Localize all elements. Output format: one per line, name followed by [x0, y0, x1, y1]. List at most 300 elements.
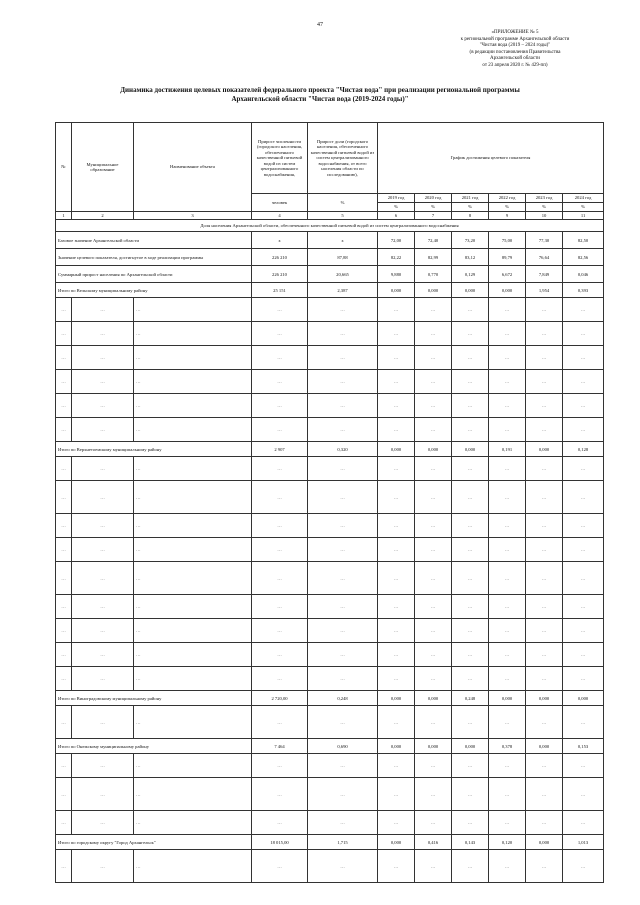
illegible-cell: … — [526, 538, 563, 562]
object-row-illegible — [56, 562, 604, 595]
summary-population: 226 210 — [252, 266, 308, 283]
district-label: Итого по городскому округу "Город Архангельск" — [56, 835, 252, 850]
district-subtotal-row — [56, 739, 604, 754]
illegible-cell: … — [415, 754, 452, 778]
illegible-cell: … — [134, 811, 252, 835]
illegible-cell: … — [134, 346, 252, 370]
illegible-cell: … — [252, 619, 308, 643]
illegible-cell: … — [134, 538, 252, 562]
illegible-cell: … — [72, 394, 134, 418]
illegible-cell: … — [415, 481, 452, 514]
illegible-cell: … — [526, 322, 563, 346]
illegible-cell: … — [378, 811, 415, 835]
summary-value: 9,880 — [378, 266, 415, 283]
illegible-cell: … — [308, 418, 378, 442]
illegible-cell: … — [308, 667, 378, 691]
object-row-illegible — [56, 457, 604, 481]
illegible-cell: … — [489, 667, 526, 691]
illegible-cell: … — [134, 457, 252, 481]
header-municipality: Муниципальное образование — [72, 123, 134, 212]
year-2019: 2019 год — [378, 194, 415, 203]
table-header-row — [56, 123, 604, 194]
illegible-cell: … — [378, 778, 415, 811]
unit-2021: % — [452, 203, 489, 212]
illegible-cell: … — [415, 322, 452, 346]
illegible-cell: … — [308, 778, 378, 811]
illegible-cell: … — [378, 298, 415, 322]
illegible-cell: … — [308, 481, 378, 514]
illegible-cell: … — [378, 457, 415, 481]
illegible-cell: … — [452, 562, 489, 595]
unit-population: человек — [252, 194, 308, 212]
illegible-cell: … — [56, 850, 72, 883]
illegible-cell: … — [489, 481, 526, 514]
illegible-cell: … — [378, 418, 415, 442]
illegible-cell: … — [563, 595, 604, 619]
illegible-cell: … — [308, 514, 378, 538]
illegible-cell: … — [489, 811, 526, 835]
illegible-cell: … — [56, 457, 72, 481]
illegible-cell: … — [56, 298, 72, 322]
illegible-cell: … — [308, 370, 378, 394]
illegible-cell: … — [252, 706, 308, 739]
appendix-line: "Чистая вода (2019 – 2024 годы)" — [479, 43, 551, 49]
illegible-cell: … — [252, 562, 308, 595]
object-row-illegible — [56, 811, 604, 835]
district-value: 0,000 — [526, 835, 563, 850]
illegible-cell: … — [526, 370, 563, 394]
summary-label: Базовое значение Архангельской области — [56, 232, 252, 249]
illegible-cell: … — [134, 643, 252, 667]
illegible-cell: … — [489, 370, 526, 394]
illegible-cell: … — [489, 562, 526, 595]
illegible-cell: … — [563, 457, 604, 481]
column-number: 10 — [526, 212, 563, 220]
illegible-cell: … — [489, 418, 526, 442]
illegible-cell: … — [489, 619, 526, 643]
illegible-cell: … — [134, 754, 252, 778]
illegible-cell: … — [452, 619, 489, 643]
illegible-cell: … — [252, 346, 308, 370]
header-object: Наименование объекта — [134, 123, 252, 212]
illegible-cell: … — [452, 298, 489, 322]
illegible-cell: … — [134, 562, 252, 595]
illegible-cell: … — [56, 754, 72, 778]
appendix-header — [430, 30, 600, 70]
district-value: 0,000 — [452, 283, 489, 298]
district-subtotal-row — [56, 691, 604, 706]
district-value: 0,000 — [378, 283, 415, 298]
illegible-cell: … — [378, 850, 415, 883]
district-value: 0,143 — [452, 835, 489, 850]
illegible-cell: … — [134, 514, 252, 538]
illegible-cell: … — [452, 322, 489, 346]
illegible-cell: … — [415, 562, 452, 595]
illegible-cell: … — [452, 667, 489, 691]
district-value: 0,000 — [526, 442, 563, 457]
district-value: 1,954 — [526, 283, 563, 298]
illegible-cell: … — [452, 850, 489, 883]
illegible-cell: … — [452, 514, 489, 538]
object-row-illegible — [56, 514, 604, 538]
illegible-cell: … — [489, 595, 526, 619]
object-row-illegible — [56, 418, 604, 442]
column-number: 8 — [452, 212, 489, 220]
year-2021: 2021 год — [452, 194, 489, 203]
illegible-cell: … — [563, 346, 604, 370]
district-population: 25 151 — [252, 283, 308, 298]
object-row-illegible — [56, 595, 604, 619]
illegible-cell: … — [526, 643, 563, 667]
unit-2023: % — [526, 203, 563, 212]
illegible-cell: … — [563, 538, 604, 562]
illegible-cell: … — [308, 619, 378, 643]
year-2020: 2020 год — [415, 194, 452, 203]
appendix-line: от 23 апреля 2020 г. № 429-пп) — [482, 62, 548, 68]
illegible-cell: … — [563, 418, 604, 442]
illegible-cell: … — [72, 778, 134, 811]
illegible-cell: … — [415, 619, 452, 643]
object-row-illegible — [56, 394, 604, 418]
summary-row-target — [56, 249, 604, 266]
year-2024: 2024 год — [563, 194, 604, 203]
illegible-cell: … — [72, 514, 134, 538]
illegible-cell: … — [72, 619, 134, 643]
illegible-cell: … — [56, 322, 72, 346]
illegible-cell: … — [526, 394, 563, 418]
illegible-cell: … — [308, 595, 378, 619]
object-row-illegible — [56, 322, 604, 346]
summary-value: 73,20 — [452, 232, 489, 249]
illegible-cell: … — [526, 481, 563, 514]
district-value: 1,013 — [563, 835, 604, 850]
illegible-cell: … — [252, 394, 308, 418]
illegible-cell: … — [56, 418, 72, 442]
district-value: 0,000 — [489, 283, 526, 298]
district-share: 1,715 — [308, 835, 378, 850]
illegible-cell: … — [378, 706, 415, 739]
illegible-cell: … — [378, 514, 415, 538]
illegible-cell: … — [252, 457, 308, 481]
illegible-cell: … — [415, 457, 452, 481]
illegible-cell: … — [415, 643, 452, 667]
illegible-cell: … — [452, 394, 489, 418]
district-population: 18 015,00 — [252, 835, 308, 850]
illegible-cell: … — [56, 667, 72, 691]
district-subtotal-row — [56, 283, 604, 298]
title-line-2: Архангельской области "Чистая вода (2019-2024 годы)" — [231, 95, 409, 103]
illegible-cell: … — [72, 562, 134, 595]
district-label: Итого по Верхнетоемскому муниципальному району — [56, 442, 252, 457]
illegible-cell: … — [452, 778, 489, 811]
illegible-cell: … — [252, 298, 308, 322]
column-number: 1 — [56, 212, 72, 220]
illegible-cell: … — [308, 298, 378, 322]
header-share-increase: Прирост доли (городского населения, обеспеченного качественной питьевой водой из систем централизованного водоснабжения, от всего населения области по исследованию), — [308, 123, 378, 194]
summary-label: Суммарный прирост населения по Архангельской области — [56, 266, 252, 283]
illegible-cell: … — [489, 754, 526, 778]
unit-share: % — [308, 194, 378, 212]
illegible-cell: … — [72, 850, 134, 883]
column-number: 6 — [378, 212, 415, 220]
illegible-cell: … — [134, 667, 252, 691]
illegible-cell: … — [415, 370, 452, 394]
illegible-cell: … — [378, 394, 415, 418]
illegible-cell: … — [252, 754, 308, 778]
illegible-cell: … — [72, 643, 134, 667]
object-row-illegible — [56, 643, 604, 667]
illegible-cell: … — [308, 394, 378, 418]
illegible-cell: … — [308, 850, 378, 883]
illegible-cell: … — [415, 595, 452, 619]
column-number-row — [56, 212, 604, 220]
district-value: 0,378 — [489, 739, 526, 754]
district-value: 0,000 — [489, 691, 526, 706]
column-number: 2 — [72, 212, 134, 220]
illegible-cell: … — [452, 481, 489, 514]
object-row-illegible — [56, 850, 604, 883]
illegible-cell: … — [134, 619, 252, 643]
illegible-cell: … — [563, 778, 604, 811]
summary-value: 7,849 — [526, 266, 563, 283]
page-number: 47 — [317, 22, 323, 28]
summary-share: 87,88 — [308, 249, 378, 266]
district-subtotal-row — [56, 442, 604, 457]
illegible-cell: … — [56, 346, 72, 370]
illegible-cell: … — [563, 322, 604, 346]
district-label: Итого по Онежскому муниципальному району — [56, 739, 252, 754]
district-value: 0,000 — [452, 442, 489, 457]
summary-value: 72,40 — [415, 232, 452, 249]
summary-value: 0,129 — [452, 266, 489, 283]
illegible-cell: … — [308, 643, 378, 667]
illegible-cell: … — [489, 778, 526, 811]
summary-value: 6,672 — [489, 266, 526, 283]
illegible-cell: … — [378, 643, 415, 667]
illegible-cell: … — [563, 481, 604, 514]
illegible-cell: … — [452, 346, 489, 370]
summary-row-base — [56, 232, 604, 249]
unit-2020: % — [415, 203, 452, 212]
illegible-cell: … — [415, 418, 452, 442]
illegible-cell: … — [415, 298, 452, 322]
object-row-illegible — [56, 754, 604, 778]
object-row-illegible — [56, 370, 604, 394]
illegible-cell: … — [134, 595, 252, 619]
illegible-cell: … — [308, 754, 378, 778]
illegible-cell: … — [252, 370, 308, 394]
summary-share: x — [308, 232, 378, 249]
summary-share: 20,665 — [308, 266, 378, 283]
illegible-cell: … — [252, 322, 308, 346]
summary-population: 226 210 — [252, 249, 308, 266]
column-number: 5 — [308, 212, 378, 220]
header-population-increase: Прирост численности (городского населения, обеспеченного качественной питьевой водой из систем централизованного водоснабжения, — [252, 123, 308, 194]
illegible-cell: … — [489, 346, 526, 370]
illegible-cell: … — [252, 481, 308, 514]
district-population: 2 907 — [252, 442, 308, 457]
unit-2024: % — [563, 203, 604, 212]
illegible-cell: … — [563, 667, 604, 691]
district-value: 0,000 — [415, 739, 452, 754]
summary-value: 82,50 — [563, 232, 604, 249]
illegible-cell: … — [526, 457, 563, 481]
district-share: 0,248 — [308, 691, 378, 706]
summary-value: 72,00 — [378, 232, 415, 249]
illegible-cell: … — [56, 595, 72, 619]
illegible-cell: … — [563, 643, 604, 667]
illegible-cell: … — [56, 481, 72, 514]
illegible-cell: … — [378, 754, 415, 778]
illegible-cell: … — [378, 595, 415, 619]
illegible-cell: … — [563, 370, 604, 394]
illegible-cell: … — [378, 346, 415, 370]
column-number: 7 — [415, 212, 452, 220]
illegible-cell: … — [489, 322, 526, 346]
illegible-cell: … — [378, 370, 415, 394]
illegible-cell: … — [563, 394, 604, 418]
illegible-cell: … — [378, 481, 415, 514]
illegible-cell: … — [489, 514, 526, 538]
illegible-cell: … — [526, 778, 563, 811]
illegible-cell: … — [134, 481, 252, 514]
illegible-cell: … — [526, 298, 563, 322]
district-value: 0,000 — [526, 691, 563, 706]
illegible-cell: … — [72, 706, 134, 739]
illegible-cell: … — [134, 850, 252, 883]
illegible-cell: … — [378, 322, 415, 346]
object-row-illegible — [56, 481, 604, 514]
year-2023: 2023 год — [526, 194, 563, 203]
illegible-cell: … — [252, 514, 308, 538]
title-line-1: Динамика достижения целевых показателей федерального проекта "Чистая вода" при реализации региональной программы — [120, 86, 520, 94]
illegible-cell: … — [56, 643, 72, 667]
illegible-cell: … — [72, 457, 134, 481]
appendix-line: Архангельской области — [490, 56, 540, 62]
illegible-cell: … — [452, 595, 489, 619]
header-num: № — [56, 123, 72, 212]
district-value: 0,000 — [378, 442, 415, 457]
district-value: 0,000 — [378, 691, 415, 706]
illegible-cell: … — [526, 811, 563, 835]
unit-2022: % — [489, 203, 526, 212]
illegible-cell: … — [415, 514, 452, 538]
illegible-cell: … — [526, 562, 563, 595]
district-population: 2 720,00 — [252, 691, 308, 706]
district-value: 0,000 — [452, 739, 489, 754]
illegible-cell: … — [134, 370, 252, 394]
district-value: 0,000 — [415, 283, 452, 298]
illegible-cell: … — [308, 538, 378, 562]
illegible-cell: … — [526, 850, 563, 883]
district-value: 0,000 — [378, 739, 415, 754]
summary-row-total — [56, 266, 604, 283]
illegible-cell: … — [452, 706, 489, 739]
illegible-cell: … — [252, 538, 308, 562]
district-value: 0,000 — [378, 835, 415, 850]
illegible-cell: … — [563, 706, 604, 739]
illegible-cell: … — [489, 457, 526, 481]
illegible-cell: … — [72, 481, 134, 514]
document-title — [90, 86, 550, 104]
summary-value: 82,22 — [378, 249, 415, 266]
column-number: 9 — [489, 212, 526, 220]
illegible-cell: … — [56, 370, 72, 394]
district-share: 0,320 — [308, 442, 378, 457]
summary-value: 0,046 — [563, 266, 604, 283]
object-row-illegible — [56, 667, 604, 691]
illegible-cell: … — [489, 706, 526, 739]
illegible-cell: … — [308, 706, 378, 739]
summary-label: Значение целевого показателя, достигнутое в ходе реализации программы — [56, 249, 252, 266]
illegible-cell: … — [563, 619, 604, 643]
illegible-cell: … — [56, 562, 72, 595]
illegible-cell: … — [56, 778, 72, 811]
illegible-cell: … — [56, 538, 72, 562]
illegible-cell: … — [308, 562, 378, 595]
illegible-cell: … — [452, 457, 489, 481]
appendix-line: (в редакции постановления Правительства — [469, 49, 561, 55]
summary-value: 0,770 — [415, 266, 452, 283]
summary-value: 89,79 — [489, 249, 526, 266]
summary-value: 75,00 — [489, 232, 526, 249]
illegible-cell: … — [563, 514, 604, 538]
illegible-cell: … — [308, 811, 378, 835]
illegible-cell: … — [56, 514, 72, 538]
illegible-cell: … — [526, 514, 563, 538]
illegible-cell: … — [252, 811, 308, 835]
illegible-cell: … — [526, 418, 563, 442]
illegible-cell: … — [72, 754, 134, 778]
object-row-illegible — [56, 346, 604, 370]
district-value: 0,120 — [489, 835, 526, 850]
illegible-cell: … — [415, 667, 452, 691]
illegible-cell: … — [72, 322, 134, 346]
illegible-cell: … — [134, 418, 252, 442]
unit-2019: % — [378, 203, 415, 212]
illegible-cell: … — [134, 322, 252, 346]
district-value: 0,248 — [452, 691, 489, 706]
object-row-illegible — [56, 619, 604, 643]
illegible-cell: … — [415, 346, 452, 370]
summary-value: 82,56 — [563, 249, 604, 266]
illegible-cell: … — [378, 667, 415, 691]
appendix-line: «ПРИЛОЖЕНИЕ № 5 — [491, 30, 539, 35]
illegible-cell: … — [56, 706, 72, 739]
illegible-cell: … — [134, 706, 252, 739]
illegible-cell: … — [252, 778, 308, 811]
illegible-cell: … — [563, 562, 604, 595]
summary-value: 77,30 — [526, 232, 563, 249]
illegible-cell: … — [563, 850, 604, 883]
illegible-cell: … — [72, 595, 134, 619]
illegible-cell: … — [72, 418, 134, 442]
illegible-cell: … — [415, 850, 452, 883]
summary-population: x — [252, 232, 308, 249]
illegible-cell: … — [415, 394, 452, 418]
illegible-cell: … — [526, 667, 563, 691]
illegible-cell: … — [72, 667, 134, 691]
illegible-cell: … — [489, 394, 526, 418]
illegible-cell: … — [72, 811, 134, 835]
district-value: 0,000 — [415, 691, 452, 706]
year-2022: 2022 год — [489, 194, 526, 203]
illegible-cell: … — [415, 811, 452, 835]
district-subtotal-row — [56, 835, 604, 850]
district-population: 7 464 — [252, 739, 308, 754]
illegible-cell: … — [56, 619, 72, 643]
district-label: Итого по Вельскому муниципальному району — [56, 283, 252, 298]
